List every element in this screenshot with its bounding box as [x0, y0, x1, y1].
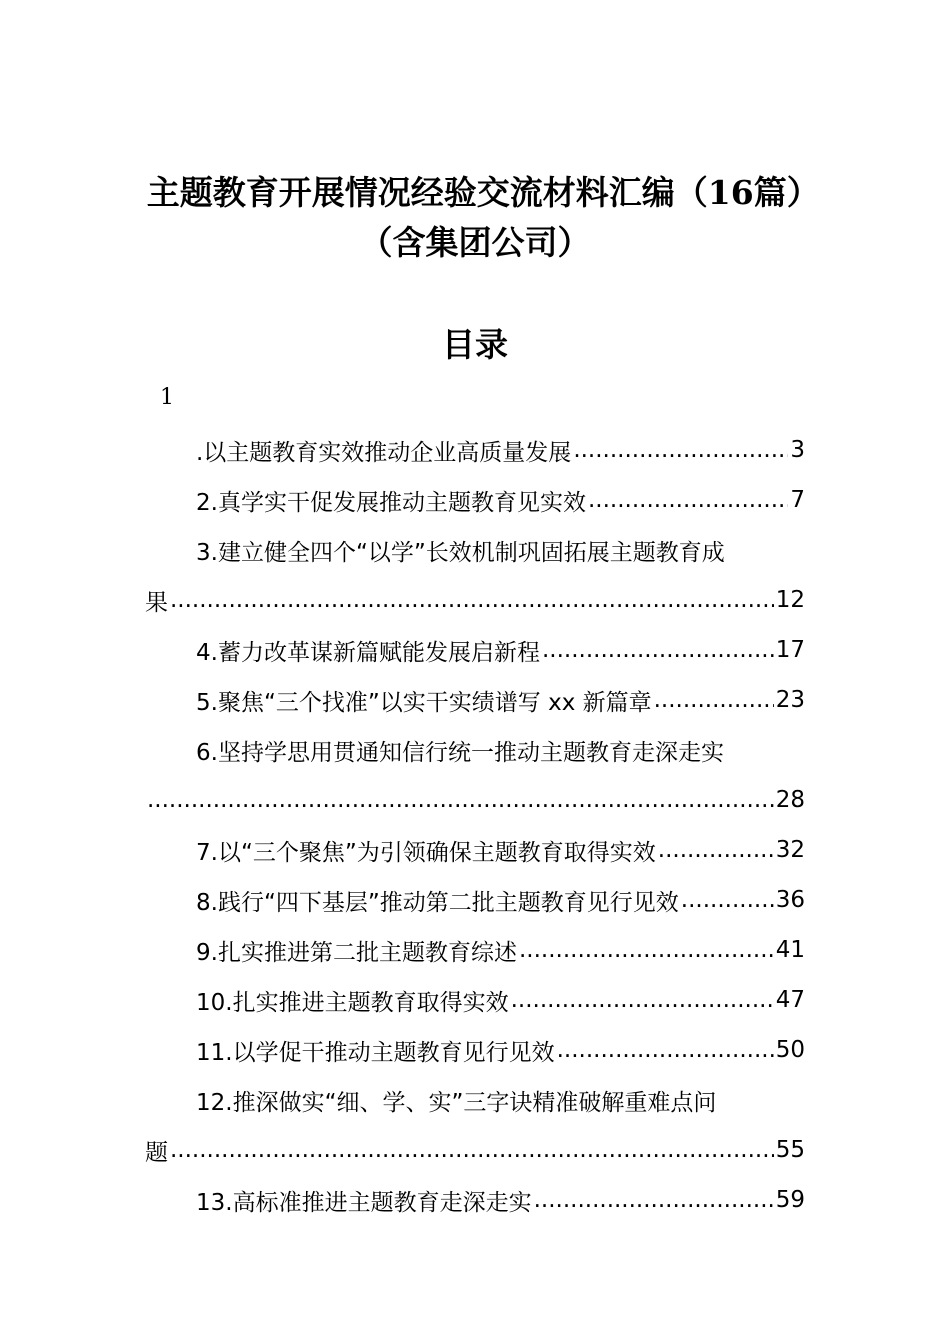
toc-entry-title: 7.以“三个聚焦”为引领确保主题教育取得实效	[196, 839, 656, 866]
toc-entry[interactable]	[145, 1175, 805, 1225]
toc-entry-page: 50	[775, 1037, 805, 1063]
toc-entry-title: .以主题教育实效推动企业高质量发展	[196, 439, 572, 466]
toc-entry-page: 41	[775, 937, 805, 963]
toc-leader-dots	[681, 887, 774, 913]
toc-leader-dots	[170, 587, 774, 613]
toc-entry-page: 36	[775, 887, 805, 913]
toc-entry-title: 5.聚焦“三个找准”以实干实绩谱写 xx 新篇章	[196, 689, 652, 716]
toc-entry-page: 32	[775, 837, 805, 863]
toc-entry[interactable]	[145, 525, 805, 625]
toc-entry-title: 4.蓄力改革谋新篇赋能发展启新程	[196, 639, 540, 666]
toc-entry-page: 59	[775, 1187, 805, 1213]
toc-entry-title: 9.扎实推进第二批主题教育综述	[196, 939, 517, 966]
toc-entry-page: 55	[775, 1137, 805, 1163]
toc-leader-dots	[658, 837, 774, 863]
toc-entry-page: 12	[775, 587, 805, 613]
document-title: 主题教育开展情况经验交流材料汇编（16篇）（含集团公司）	[146, 173, 804, 262]
toc-entry-title: 2.真学实干促发展推动主题教育见实效	[196, 489, 586, 516]
toc-entry[interactable]	[145, 825, 805, 875]
toc-entry-page: 7	[790, 487, 805, 513]
toc-entry-title: 3.建立健全四个“以学”长效机制巩固拓展主题教育成	[196, 539, 725, 566]
toc-entry[interactable]	[145, 675, 805, 725]
toc-entry-title: 13.高标准推进主题教育走深走实	[196, 1189, 532, 1216]
toc-heading: 目录	[442, 325, 508, 364]
toc-leader-dots	[542, 637, 774, 663]
toc-leader-dots	[573, 437, 788, 463]
toc-entry-title-continued: 题	[145, 1139, 168, 1166]
toc-entry-page: 47	[775, 987, 805, 1013]
toc-entry-page: 17	[775, 637, 805, 663]
toc-entry-title: 8.践行“四下基层”推动第二批主题教育见行见效	[196, 889, 679, 916]
toc-entry[interactable]	[145, 1075, 805, 1175]
toc-entry[interactable]	[145, 1025, 805, 1075]
toc-entry-page: 3	[790, 437, 805, 463]
toc-leader-dots	[147, 787, 774, 813]
toc-entry-title: 11.以学促干推动主题教育见行见效	[196, 1039, 555, 1066]
toc-leader-dots	[654, 687, 774, 713]
toc-entry[interactable]	[145, 725, 805, 825]
toc-leader-dots	[557, 1037, 774, 1063]
toc-entry-page: 28	[775, 787, 805, 813]
toc-entry[interactable]	[145, 475, 805, 525]
toc-entry-title: 10.扎实推进主题教育取得实效	[196, 989, 509, 1016]
toc-leader-dots	[511, 987, 774, 1013]
toc-leader-dots	[519, 937, 774, 963]
toc-leader-dots	[170, 1137, 774, 1163]
table-of-contents	[145, 425, 805, 1225]
toc-leader-dots	[588, 487, 788, 513]
toc-entry[interactable]	[145, 975, 805, 1025]
toc-leader-dots	[534, 1187, 774, 1213]
toc-entry-title-continued: 果	[145, 589, 168, 616]
section-marker: 1	[160, 385, 174, 410]
toc-entry-page: 23	[775, 687, 805, 713]
toc-entry[interactable]	[145, 875, 805, 925]
toc-entry-title: 12.推深做实“细、学、实”三字诀精准破解重难点问	[196, 1089, 717, 1116]
toc-entry[interactable]	[145, 925, 805, 975]
toc-entry[interactable]	[145, 625, 805, 675]
toc-entry[interactable]	[145, 425, 805, 475]
toc-entry-title: 6.坚持学思用贯通知信行统一推动主题教育走深走实	[196, 739, 724, 766]
